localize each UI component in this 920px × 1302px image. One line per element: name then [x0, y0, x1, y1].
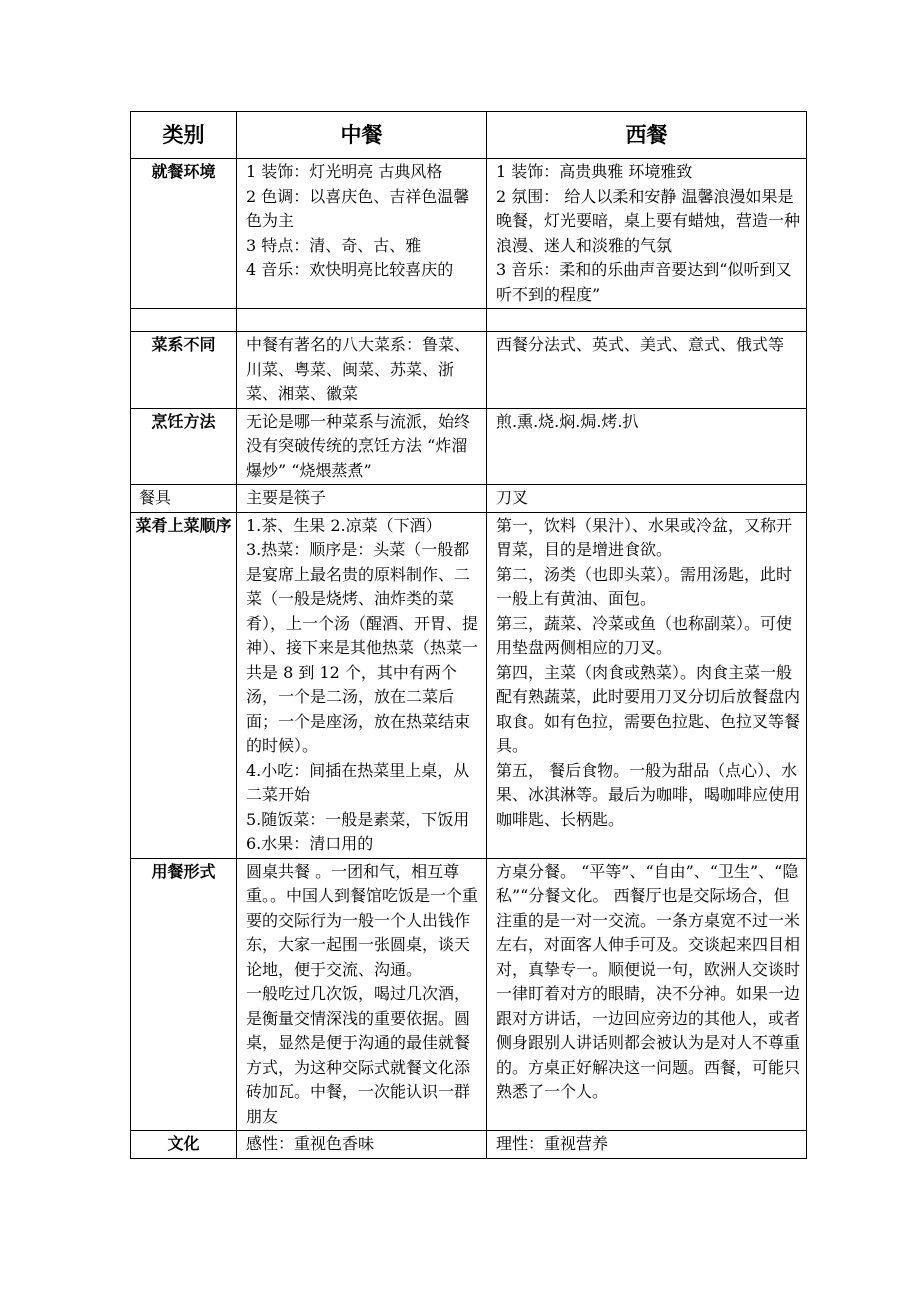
- row-category: 菜肴上菜顺序: [131, 512, 237, 858]
- document-page: [130, 111, 806, 1159]
- row-category: 烹饪方法: [131, 408, 237, 485]
- western-cell: 方桌分餐。 “平等”、“自由”、“卫生”、“隐私”“分餐文化。 西餐厅也是交际场合，但注重的是一对一交流。一条方桌宽不过一米左右，对面客人伸手可及。交谈起来四目相对，真挚专一。顺便说一句，欧洲人交谈时一律盯着对方的眼睛，决不分神。如果一边跟对方讲话，一边回应旁边的其他人，或者侧身跟别人讲话则都会被认为是对人不尊重的。方桌正好解决这一问题。西餐，可能只熟悉了一个人。: [487, 858, 807, 1131]
- table-row: [131, 512, 807, 858]
- western-cell: 第一，饮料（果汁）、水果或冷盆，又称开胃菜，目的是增进食欲。 第二，汤类（也即头菜）。需用汤匙，此时一般上有黄油、面包。 第三，蔬菜、冷菜或鱼（也称副菜）。可使用垫盘两侧相应的刀叉。 第四，主菜（肉食或熟菜）。肉食主菜一般配有熟蔬菜，此时要用刀叉分切后放餐盘内取食。如有色拉，需要色拉匙、色拉叉等餐具。 第五， 餐后食物。一般为甜品（点心）、水果、冰淇淋等。最后为咖啡，喝咖啡应使用咖啡匙、长柄匙。: [487, 512, 807, 858]
- chinese-cell: 1 装饰：灯光明亮 古典风格 2 色调：以喜庆色、吉祥色温馨色为主 3 特点：清、奇、古、雅 4 音乐：欢快明亮比较喜庆的: [237, 159, 487, 309]
- header-western: 西餐: [487, 112, 807, 159]
- chinese-cell: 无论是哪一种菜系与流派，始终没有突破传统的烹饪方法 “炸溜爆炒” “烧煨蒸煮”: [237, 408, 487, 485]
- table-row: [131, 408, 807, 485]
- header-category: 类别: [131, 112, 237, 159]
- western-cell: 理性：重视营养: [487, 1131, 807, 1159]
- header-chinese: 中餐: [237, 112, 487, 159]
- table-row: [131, 858, 807, 1131]
- row-category: 餐具: [131, 485, 237, 513]
- chinese-cell: 主要是筷子: [237, 485, 487, 513]
- western-cell: 西餐分法式、英式、美式、意式、俄式等: [487, 332, 807, 409]
- row-category: 文化: [131, 1131, 237, 1159]
- chinese-cell: 中餐有著名的八大菜系：鲁菜、川菜、粤菜、闽菜、苏菜、浙菜、湘菜、徽菜: [237, 332, 487, 409]
- western-cell: 1 装饰：高贵典雅 环境雅致 2 氛围： 给人以柔和安静 温馨浪漫如果是晚餐，灯光要暗，桌上要有蜡烛，营造一种浪漫、迷人和淡雅的气氛 3 音乐：柔和的乐曲声音要达到“似听到又听不到的程度”: [487, 159, 807, 309]
- table-row: [131, 159, 807, 309]
- table-header-row: [131, 112, 807, 159]
- row-category: 用餐形式: [131, 858, 237, 1131]
- chinese-cell: 感性：重视色香味: [237, 1131, 487, 1159]
- chinese-cell: 1.茶、生果 2.凉菜（下酒） 3.热菜：顺序是：头菜（一般都是宴席上最名贵的原料制作、二菜（一般是烧烤、油炸类的菜肴），上一个汤（醒酒、开胃、提神）、接下来是其他热菜（热菜一共是 8 到 12 个，其中有两个汤，一个是二汤，放在二菜后面；一个是座汤，放在热菜结束的时候）。 4.小吃：间插在热菜里上桌，从二菜开始 5.随饭菜：一般是素菜，下饭用 6.水果：清口用的: [237, 512, 487, 858]
- western-cell: 刀叉: [487, 485, 807, 513]
- western-cell: 煎.熏.烧.焖.焗.烤.扒: [487, 408, 807, 485]
- row-category: 菜系不同: [131, 332, 237, 409]
- empty-row: [131, 309, 807, 332]
- table-row: [131, 485, 807, 513]
- comparison-table: [130, 111, 807, 1159]
- chinese-cell: 圆桌共餐 。一团和气，相互尊重。。中国人到餐馆吃饭是一个重要的交际行为一般一个人出钱作东，大家一起围一张圆桌，谈天论地，便于交流、沟通。 一般吃过几次饭，喝过几次酒，是衡量交情深浅的重要依据。圆桌，显然是便于沟通的最佳就餐方式，为这种交际式就餐文化添砖加瓦。中餐，一次能认识一群朋友: [237, 858, 487, 1131]
- table-row: [131, 1131, 807, 1159]
- row-category: 就餐环境: [131, 159, 237, 309]
- table-row: [131, 332, 807, 409]
